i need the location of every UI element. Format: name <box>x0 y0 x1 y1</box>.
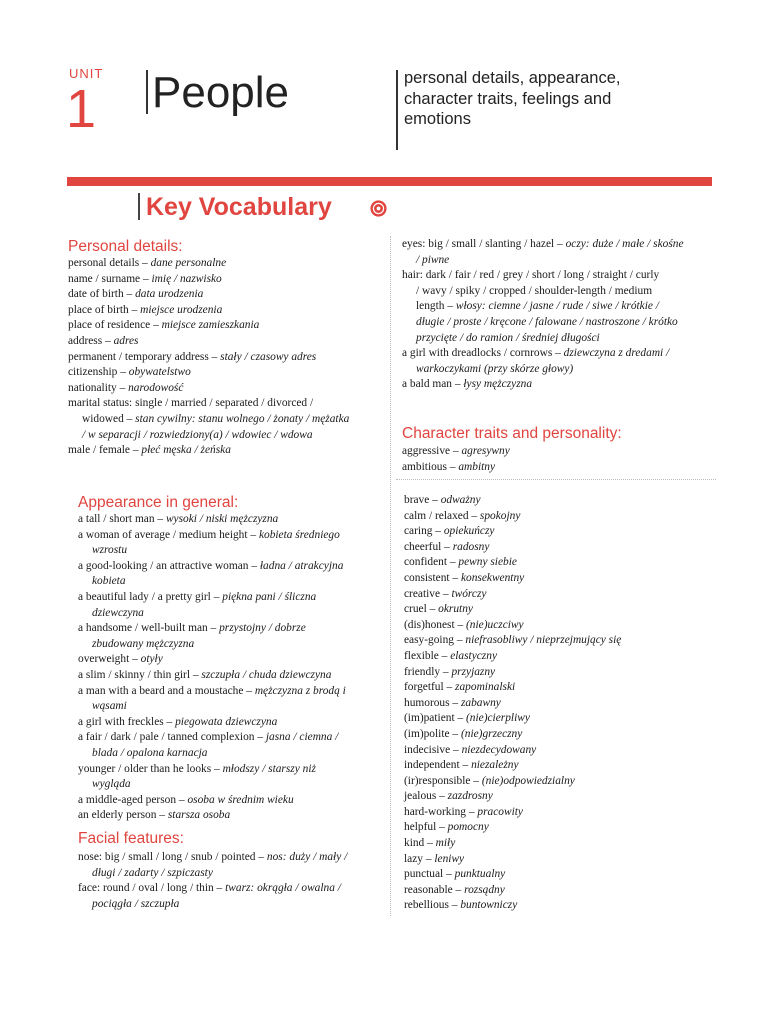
entry-english: length – <box>416 300 456 313</box>
vocab-entry <box>404 696 621 712</box>
entry-english: a tall / short man – <box>78 513 166 525</box>
entry-english: widowed – <box>82 412 136 425</box>
list-character-b <box>404 493 621 914</box>
entry-polish: starsza osoba <box>167 809 231 822</box>
vocab-entry <box>402 460 510 476</box>
entry-polish: przycięte / do ramion / średniej długości <box>416 331 600 344</box>
entry-english: lazy – <box>404 852 435 865</box>
entry-english: an elderly person – <box>78 809 168 822</box>
entry-english: calm / relaxed – <box>404 509 480 522</box>
entry-english: aggressive – <box>402 445 462 457</box>
entry-english: face: round / oval / long / thin – <box>78 882 226 895</box>
entry-polish: punktualny <box>454 868 506 881</box>
vocab-entry <box>78 897 347 913</box>
entry-polish: obywatelstwo <box>128 366 191 379</box>
entry-polish: konsekwentny <box>460 571 525 584</box>
vocab-entry <box>404 820 621 836</box>
unit-number: 1 <box>66 79 97 139</box>
vocab-entry <box>402 253 684 269</box>
entry-polish: pomocny <box>447 821 489 834</box>
vocab-entry <box>404 898 621 914</box>
vocab-entry <box>78 652 346 668</box>
vocab-entry <box>68 303 349 319</box>
vocab-entry <box>78 866 347 882</box>
entry-polish: kobieta <box>92 575 126 588</box>
vocab-entry <box>78 881 347 897</box>
entry-polish: (nie)uczciwy <box>466 618 524 631</box>
heading-character-traits: Character traits and personality: <box>402 425 622 442</box>
entry-polish: agresywny <box>461 445 510 457</box>
vocab-entry <box>78 762 346 778</box>
vocab-entry <box>78 808 346 824</box>
entry-english: a man with a beard and a moustache – <box>78 684 255 697</box>
vocab-entry <box>68 443 349 459</box>
entry-polish: niezależny <box>471 759 519 772</box>
subtitle-divider <box>396 70 398 150</box>
vocab-entry <box>404 618 621 634</box>
vocab-entry <box>404 836 621 852</box>
entry-polish: elastyczny <box>450 649 497 662</box>
vocab-entry <box>78 574 346 590</box>
entry-polish: nos: duży / mały / <box>266 851 348 863</box>
entry-english: kind – <box>404 837 436 850</box>
entry-english: creative – <box>404 587 452 600</box>
entry-polish: otyły <box>140 653 163 666</box>
entry-polish: włosy: ciemne / jasne / rude / siwe / krótkie / <box>455 300 659 313</box>
entry-english: place of residence – <box>68 319 162 332</box>
entry-english: hair: dark / fair / red / grey / short / long / straight / curly <box>402 269 660 282</box>
entry-polish: kobieta średniego <box>258 528 340 541</box>
entry-english: forgetful – <box>404 681 456 694</box>
entry-polish: / piwne <box>416 253 450 266</box>
heading-facial-features: Facial features: <box>78 830 184 847</box>
entry-english: a fair / dark / pale / tanned complexion – <box>78 731 266 744</box>
vocab-entry <box>402 268 684 284</box>
entry-polish: długi / zadarty / szpiczasty <box>92 866 213 879</box>
entry-english: nose: big / small / long / snub / pointed – <box>78 851 267 863</box>
vocab-entry <box>404 680 621 696</box>
entry-polish: mężczyzna z brodą i <box>254 684 346 697</box>
entry-polish: dziewczyna <box>92 606 144 619</box>
entry-polish: dane personalne <box>150 257 227 269</box>
vocab-entry <box>78 512 346 528</box>
vocab-entry <box>68 334 349 350</box>
entry-english: a beautiful lady / a pretty girl – <box>78 590 223 603</box>
entry-english: a bald man – <box>402 378 464 391</box>
vocab-entry <box>68 365 349 381</box>
entry-english: younger / older than he looks – <box>78 762 223 775</box>
entry-english: (ir)responsible – <box>404 774 482 787</box>
vocab-entry <box>78 668 346 684</box>
entry-english: ambitious – <box>402 460 459 473</box>
entry-polish: radosny <box>452 540 490 553</box>
list-facial-features <box>78 850 347 912</box>
vocab-entry <box>404 540 621 556</box>
entry-english: marital status: single / married / separated / divorced / <box>68 397 314 410</box>
vocab-entry <box>68 287 349 303</box>
entry-english: address – <box>68 334 114 347</box>
vocab-entry <box>68 428 349 444</box>
entry-polish: niefrasobliwy / nieprzejmujący się <box>465 634 622 647</box>
vocab-entry <box>404 805 621 821</box>
vocab-entry <box>78 606 346 622</box>
entry-english: citizenship – <box>68 366 129 379</box>
entry-english: consistent – <box>404 571 461 584</box>
vocab-entry <box>78 637 346 653</box>
entry-polish: buntowniczy <box>460 899 518 912</box>
entry-english: (im)patient – <box>404 712 466 725</box>
entry-polish: (nie)grzeczny <box>460 727 523 740</box>
entry-polish: / w separacji / rozwiedziony(a) / wdowiec / wdowa <box>82 428 313 441</box>
entry-polish: (nie)odpowiedzialny <box>481 774 575 787</box>
entry-polish: pewny siebie <box>458 556 517 569</box>
entry-polish: zazdrosny <box>447 790 493 803</box>
entry-polish: dziewczyna z dredami / <box>563 347 670 360</box>
vocab-entry <box>68 396 349 412</box>
entry-polish: ładna / atrakcyjna <box>259 559 344 572</box>
entry-english: a girl with freckles – <box>78 715 176 728</box>
vocab-entry <box>402 237 684 253</box>
vocab-entry <box>404 509 621 525</box>
entry-polish: przystojny / dobrze <box>219 622 306 635</box>
vocab-entry <box>78 746 346 762</box>
entry-polish: rozsądny <box>464 883 505 896</box>
vocab-entry <box>402 315 684 331</box>
page-subtitle: personal details, appearance, character traits, feelings and emotions <box>404 69 621 128</box>
entry-polish: miejsce zamieszkania <box>161 319 260 332</box>
entry-english: brave – <box>404 494 441 506</box>
vocab-entry <box>78 590 346 606</box>
vocab-entry <box>78 730 346 746</box>
entry-english: cheerful – <box>404 540 453 553</box>
entry-polish: ambitny <box>458 460 496 473</box>
entry-polish: leniwy <box>434 852 465 865</box>
vocab-entry <box>78 793 346 809</box>
entry-polish: adres <box>113 334 139 347</box>
entry-english: confident – <box>404 556 459 569</box>
entry-polish: pociągła / szczupła <box>92 897 180 910</box>
entry-polish: miły <box>435 837 456 850</box>
entry-english: / wavy / spiky / cropped / shoulder-length / medium <box>416 284 653 297</box>
title-divider <box>146 70 148 114</box>
entry-polish: szczupła / chuda dziewczyna <box>201 668 332 681</box>
column-divider <box>390 236 391 916</box>
vocab-entry <box>78 559 346 575</box>
entry-polish: blada / opalona karnacja <box>92 746 208 759</box>
entry-english: caring – <box>404 525 444 538</box>
entry-english: rebellious – <box>404 899 461 912</box>
entry-polish: przyjazny <box>451 665 496 678</box>
entry-polish: zbudowany mężczyzna <box>92 637 195 650</box>
heading-appearance: Appearance in general: <box>78 494 239 511</box>
entry-english: a middle-aged person – <box>78 793 188 806</box>
vocab-entry <box>404 571 621 587</box>
entry-english: a girl with dreadlocks / cornrows – <box>402 347 564 360</box>
entry-english: a woman of average / medium height – <box>78 528 259 541</box>
entry-english: flexible – <box>404 649 451 662</box>
section-title: Key Vocabulary <box>146 193 332 221</box>
entry-polish: jasna / ciemna / <box>265 731 339 744</box>
entry-polish: narodowość <box>128 381 184 394</box>
entry-polish: młodszy / starszy niż <box>222 762 316 775</box>
vocab-entry <box>78 850 347 866</box>
vocab-entry <box>404 852 621 868</box>
vocab-entry <box>78 528 346 544</box>
entry-polish: pracowity <box>477 805 523 818</box>
vocab-entry <box>404 743 621 759</box>
entry-english: name / surname – <box>68 272 152 285</box>
list-eyes-hair <box>402 237 684 393</box>
vocab-entry <box>68 318 349 334</box>
entry-polish: miejsce urodzenia <box>140 303 223 316</box>
vocab-entry <box>78 621 346 637</box>
vocab-entry <box>402 362 684 378</box>
vocab-entry <box>404 524 621 540</box>
entry-polish: odważny <box>440 494 481 506</box>
entry-polish: twórczy <box>451 587 487 600</box>
entry-polish: piękna pani / śliczna <box>222 590 317 603</box>
vocab-entry <box>404 649 621 665</box>
entry-english: permanent / temporary address – <box>68 350 221 363</box>
vocab-entry <box>404 602 621 618</box>
vocab-entry <box>78 777 346 793</box>
list-character-a <box>402 444 510 475</box>
entry-english: (dis)honest – <box>404 618 467 631</box>
vocab-entry <box>404 789 621 805</box>
entry-english: friendly – <box>404 665 452 678</box>
header-rule <box>67 177 712 186</box>
entry-english: overweight – <box>78 653 141 666</box>
vocab-entry <box>78 715 346 731</box>
entry-polish: osoba w średnim wieku <box>187 793 294 806</box>
list-personal-details <box>68 256 349 459</box>
vocab-entry <box>402 346 684 362</box>
list-appearance <box>78 512 346 824</box>
entry-english: hard-working – <box>404 805 478 818</box>
entry-polish: piegowata dziewczyna <box>175 715 278 728</box>
section-divider <box>138 193 140 220</box>
page-title: People <box>152 68 290 117</box>
entry-polish: imię / nazwisko <box>151 272 222 285</box>
entry-polish: wąsami <box>92 700 127 713</box>
vocab-entry <box>404 727 621 743</box>
entry-polish: łysy mężczyzna <box>463 378 533 391</box>
cd-icon[interactable] <box>370 200 387 217</box>
vocab-entry <box>404 883 621 899</box>
vocab-entry <box>68 272 349 288</box>
vocab-entry <box>404 774 621 790</box>
entry-polish: oczy: duże / małe / skośne <box>565 238 684 250</box>
vocab-entry <box>68 381 349 397</box>
entry-english: humorous – <box>404 696 461 709</box>
entry-polish: niezdecydowany <box>461 743 537 756</box>
dotted-separator <box>396 479 716 480</box>
vocab-entry <box>402 444 510 460</box>
entry-english: easy-going – <box>404 634 466 647</box>
vocab-entry <box>78 699 346 715</box>
vocab-entry <box>404 758 621 774</box>
vocab-entry <box>404 493 621 509</box>
entry-polish: wzrostu <box>92 544 128 557</box>
entry-polish: data urodzenia <box>135 288 204 301</box>
vocab-entry <box>68 350 349 366</box>
entry-english: nationality – <box>68 381 129 394</box>
entry-english: (im)polite – <box>404 727 461 740</box>
entry-polish: stały / czasowy adres <box>220 350 317 363</box>
vocab-entry <box>402 377 684 393</box>
unit-label: UNIT <box>69 66 104 81</box>
entry-english: date of birth – <box>68 288 136 301</box>
entry-english: a handsome / well-built man – <box>78 622 220 635</box>
entry-english: a good-looking / an attractive woman – <box>78 559 260 572</box>
entry-polish: wysoki / niski mężczyzna <box>165 513 279 525</box>
vocab-entry <box>68 256 349 272</box>
entry-english: reasonable – <box>404 883 465 896</box>
entry-english: punctual – <box>404 868 455 881</box>
entry-english: helpful – <box>404 821 448 834</box>
entry-english: place of birth – <box>68 303 141 316</box>
vocab-entry <box>404 587 621 603</box>
entry-english: indecisive – <box>404 743 462 756</box>
entry-english: jealous – <box>404 790 448 803</box>
entry-polish: warkoczykami (przy skórze głowy) <box>416 362 574 375</box>
entry-polish: wygląda <box>92 778 131 791</box>
vocab-entry <box>404 555 621 571</box>
entry-polish: stan cywilny: stanu wolnego / żonaty / mężatka <box>135 412 350 425</box>
entry-polish: płeć męska / żeńska <box>141 444 231 457</box>
heading-personal-details: Personal details: <box>68 238 183 255</box>
vocab-entry <box>404 867 621 883</box>
entry-polish: okrutny <box>438 603 473 616</box>
vocab-entry <box>404 711 621 727</box>
entry-english: male / female – <box>68 444 142 457</box>
vocab-entry <box>68 412 349 428</box>
entry-polish: długie / proste / kręcone / falowane / nastroszone / krótko <box>416 315 678 328</box>
entry-english: independent – <box>404 759 472 772</box>
entry-polish: twarz: okrągła / owalna / <box>225 882 341 895</box>
vocab-entry <box>404 665 621 681</box>
entry-english: cruel – <box>404 603 439 616</box>
entry-english: personal details – <box>68 257 151 269</box>
entry-english: eyes: big / small / slanting / hazel – <box>402 238 566 250</box>
vocab-entry <box>402 331 684 347</box>
entry-polish: spokojny <box>479 509 521 522</box>
vocab-entry <box>78 543 346 559</box>
vocab-entry <box>404 633 621 649</box>
vocab-entry <box>78 684 346 700</box>
entry-polish: zabawny <box>460 696 501 709</box>
entry-polish: (nie)cierpliwy <box>466 712 530 725</box>
entry-polish: zapominalski <box>455 681 516 694</box>
vocab-entry <box>402 284 684 300</box>
vocab-entry <box>402 299 684 315</box>
entry-polish: opiekuńczy <box>443 525 495 538</box>
entry-english: a slim / skinny / thin girl – <box>78 668 202 681</box>
